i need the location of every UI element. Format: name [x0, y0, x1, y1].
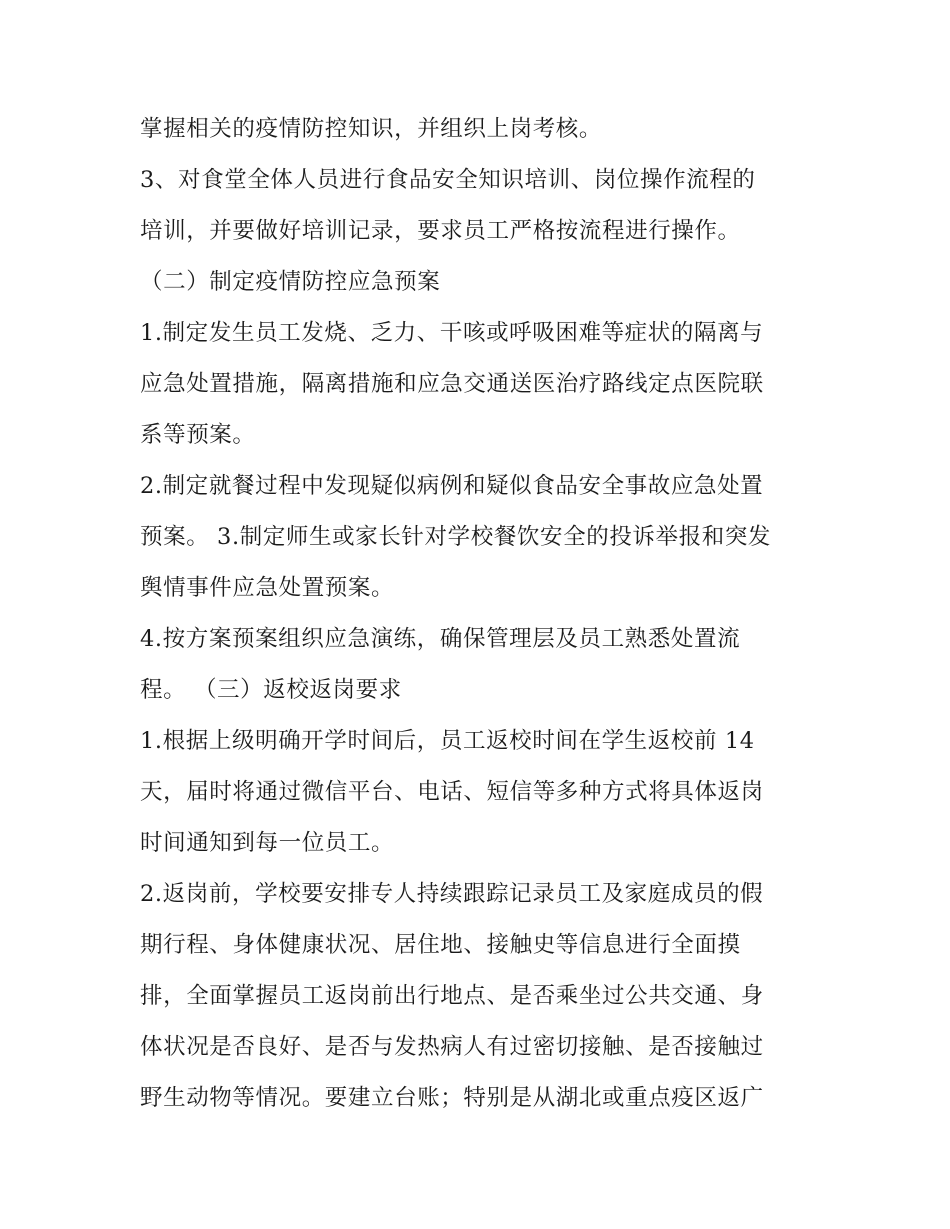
text-line: 体状况是否良好、是否与发热病人有过密切接触、是否接触过 [140, 1034, 764, 1060]
text-line: 排，全面掌握员工返岗前出行地点、是否乘坐过公共交通、身 [140, 983, 764, 1009]
text-line: 2.返岗前，学校要安排专人持续跟踪记录员工及家庭成员的假 [140, 881, 764, 907]
text-line: 培训，并要做好培训记录，要求员工严格按流程进行操作。 [140, 218, 741, 244]
text-line: 掌握相关的疫情防控知识，并组织上岗考核。 [140, 116, 603, 142]
section-heading: （二）制定疫情防控应急预案 [140, 269, 441, 295]
text-line: 舆情事件应急处置预案。 [140, 575, 395, 601]
text-line: 天，届时将通过微信平台、电话、短信等多种方式将具体返岗 [140, 779, 764, 805]
text-line: 1.制定发生员工发烧、乏力、干咳或呼吸困难等症状的隔离与 [140, 320, 764, 346]
text-line: 时间通知到每一位员工。 [140, 830, 395, 856]
text-line: 3、对食堂全体人员进行食品安全知识培训、岗位操作流程的 [140, 167, 756, 193]
text-line: 2.制定就餐过程中发现疑似病例和疑似食品安全事故应急处置 [140, 473, 764, 499]
text-line: 预案。 3.制定师生或家长针对学校餐饮安全的投诉举报和突发 [140, 524, 772, 550]
text-line: 期行程、身体健康状况、居住地、接触史等信息进行全面摸 [140, 932, 741, 958]
text-line: 野生动物等情况。要建立台账；特别是从湖北或重点疫区返广 [140, 1085, 764, 1111]
text-line: 程。 （三）返校返岗要求 [140, 677, 402, 703]
text-line: 1.根据上级明确开学时间后，员工返校时间在学生返校前 14 [140, 728, 755, 754]
text-line: 应急处置措施，隔离措施和应急交通送医治疗路线定点医院联 [140, 371, 764, 397]
text-line: 系等预案。 [140, 422, 256, 448]
text-line: 4.按方案预案组织应急演练，确保管理层及员工熟悉处置流 [140, 626, 741, 652]
